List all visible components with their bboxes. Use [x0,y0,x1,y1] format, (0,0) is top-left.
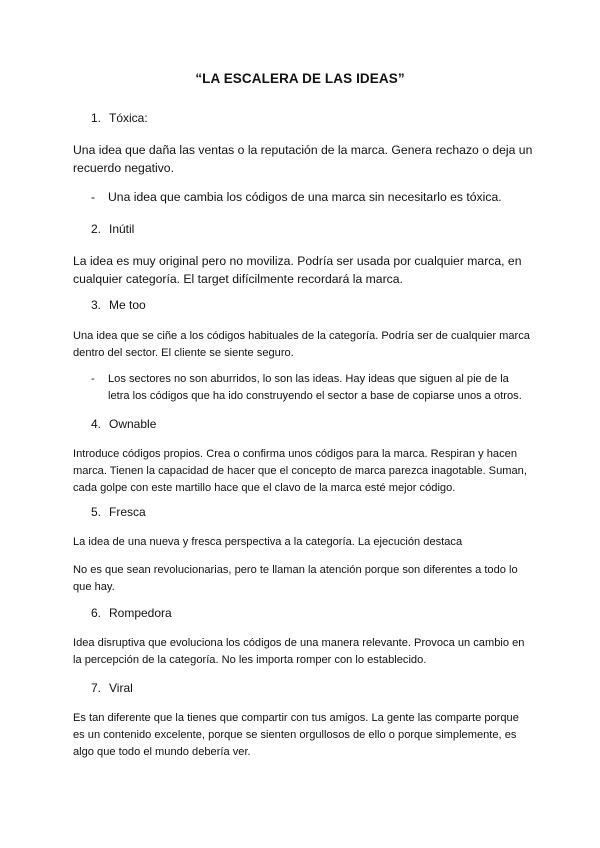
bullet-text: Una idea que cambia los códigos de una marca sin necesitarlo es tóxica. [108,190,502,204]
section-title: Inútil [109,222,135,236]
section-number: 1. [91,111,102,125]
section-title: Ownable [109,417,157,431]
section-number: 3. [91,298,102,312]
paragraph: Una idea que se ciñe a los códigos habituales de la categoría. Podría ser de cualquier marca dentro del sector. El cliente se siente seguro. [73,330,530,359]
section-title: Me too [109,298,146,312]
section-heading-rompedora [91,605,172,621]
section-number: 7. [91,681,102,695]
section-number: 2. [91,222,102,236]
section-title: Tóxica: [109,111,148,125]
section-heading-fresca [91,504,146,520]
paragraph: La idea de una nueva y fresca perspectiva a la categoría. La ejecución destaca [73,536,463,548]
section-number: 6. [91,606,102,620]
section-title: Rompedora [109,606,172,620]
section-heading-inutil [91,221,134,237]
paragraph: Una idea que daña las ventas o la reputación de la marca. Genera rechazo o deja un recuerdo negativo. [73,143,533,175]
paragraph: Es tan diferente que la tienes que compartir con tus amigos. La gente las comparte porque es un contenido excelente, porque se sienten orgullosos de ello o porque simplemente, es algo que todo el mundo debería ver. [73,712,519,758]
paragraph: La idea es muy original pero no moviliza. Podría ser usada por cualquier marca, en cualquier categoría. El target difícilmente recordará la marca. [73,254,522,286]
document-title: “LA ESCALERA DE LAS IDEAS” [195,71,405,86]
section-number: 5. [91,505,102,519]
section-title: Fresca [109,505,146,519]
bullet-dash: - [91,190,96,204]
bullet-text: Los sectores no son aburridos, lo son las ideas. Hay ideas que siguen al pie de la letra los códigos que ha ido construyendo el sector a base de copiarse unos a otros. [108,373,522,402]
paragraph: No es que sean revolucionarias, pero te llaman la atención porque son diferentes a todo lo que hay. [73,564,518,593]
section-title: Viral [109,681,133,695]
section-heading-viral [91,680,133,696]
paragraph: Idea disruptiva que evoluciona los códigos de una manera relevante. Provoca un cambio en la percepción de la categoría. No les importa romper con lo establecido. [73,637,525,666]
section-heading-toxica [91,110,148,126]
section-heading-ownable [91,416,156,432]
paragraph: Introduce códigos propios. Crea o confirma unos códigos para la marca. Respiran y hacen marca. Tienen la capacidad de hacer que el concepto de marca parezca inagotable. Suman, cada golpe con este martillo hace que el clavo de la marca esté mejor código. [73,448,527,494]
section-heading-me-too [91,297,146,313]
bullet-dash: - [91,373,95,385]
section-number: 4. [91,417,102,431]
